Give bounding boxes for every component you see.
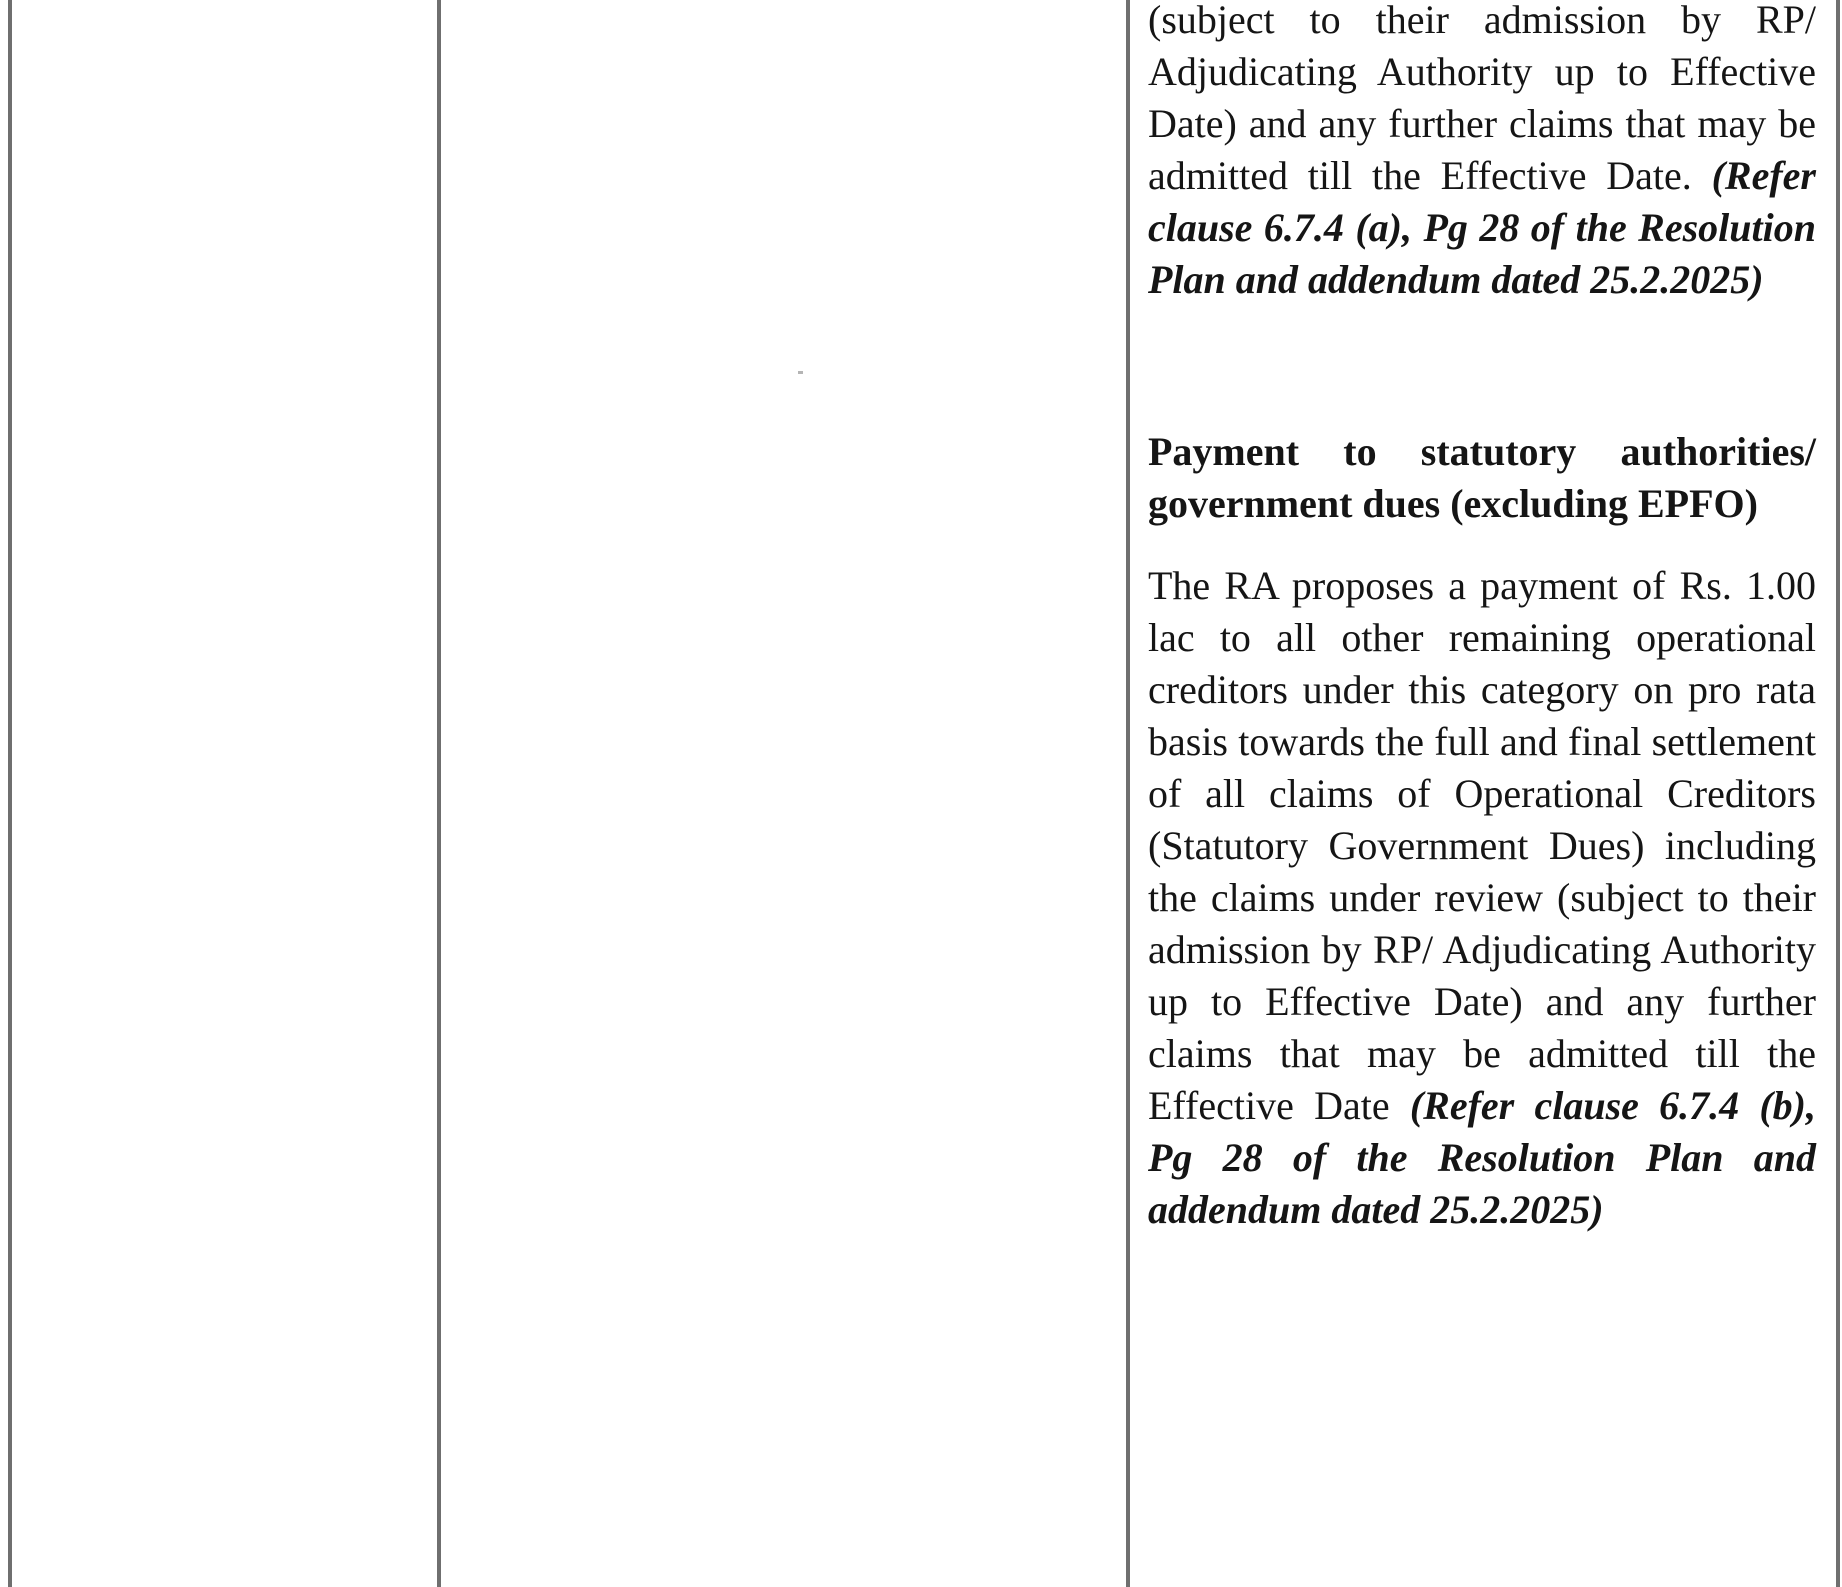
- column-divider-2: [1126, 0, 1130, 1587]
- table-border-right: [1836, 0, 1840, 1587]
- reference-clause-a: (Refer clause 6.7.4 (a), Pg 28 of the Resolution Plan and addendum dated 25.2.2025): [1148, 153, 1816, 302]
- paragraph-claims-b-text: The RA proposes a payment of Rs. 1.00 lac to all other remaining operational creditors under this category on pro rata basis towards the full and final settlement of all claims of Operational Creditors (Statutory Government Dues) including the claims under review (subject to their admission by RP/ Adjudicating Authority up to Effective Date) and any further claims that may be admitted till the Effective Date: [1148, 563, 1816, 1128]
- column-divider-1: [437, 0, 441, 1587]
- table-border-left: [8, 0, 12, 1587]
- paragraph-claims-a-text: (subject to their admission by RP/ Adjudicating Authority up to Effective Date) and any further claims that may be admitted till the Effective Date.: [1148, 0, 1816, 198]
- paragraph-claims-a: [1148, 0, 1816, 306]
- section-heading-statutory-dues: Payment to statutory authorities/ government dues (excluding EPFO): [1148, 429, 1816, 526]
- reference-clause-b: (Refer clause 6.7.4 (b), Pg 28 of the Resolution Plan and addendum dated 25.2.2025): [1148, 1083, 1816, 1232]
- scan-speck: [798, 371, 803, 374]
- right-column-cell: [1148, 0, 1816, 1236]
- paragraph-claims-b: [1148, 560, 1816, 1236]
